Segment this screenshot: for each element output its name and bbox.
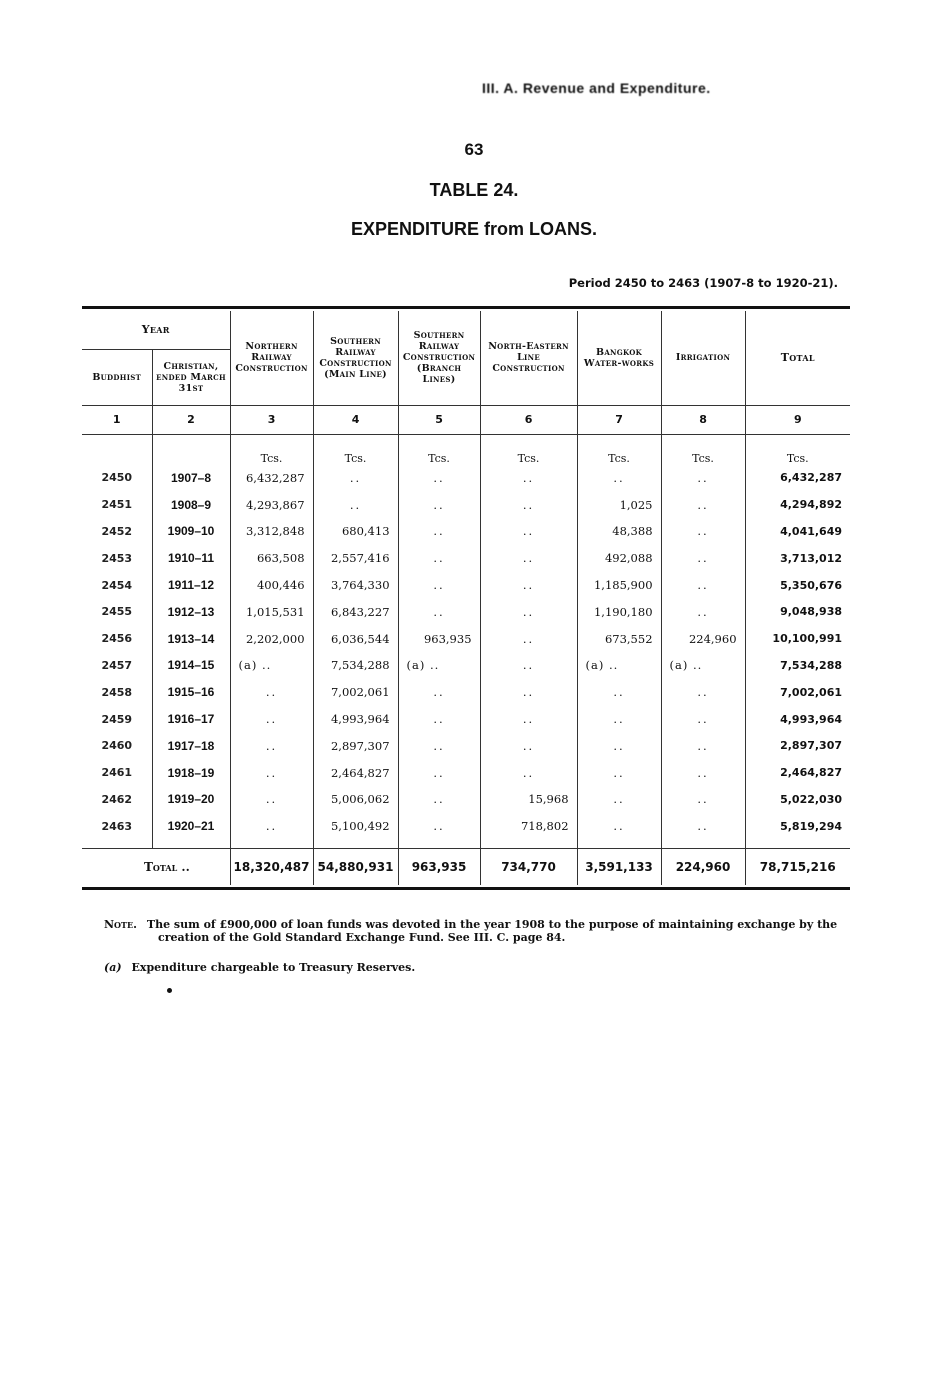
christian-year-cell: 1911–12 (152, 572, 230, 599)
north-eastern-cell: .. (480, 598, 577, 625)
header-southern-main: Southern Railway Construction (Main Line) (313, 311, 398, 405)
irrigation-cell: .. (661, 465, 745, 492)
southern-branch-cell: (a) .. (398, 652, 480, 679)
irrigation-cell: .. (661, 572, 745, 599)
total-cell: 3,713,012 (745, 545, 850, 572)
column-number: 3 (230, 405, 313, 434)
christian-year-cell: 1909–10 (152, 518, 230, 545)
waterworks-cell: 673,552 (577, 625, 661, 652)
waterworks-cell: .. (577, 465, 661, 492)
north-eastern-cell: .. (480, 491, 577, 518)
total-cell: 2,464,827 (745, 759, 850, 786)
christian-year-cell: 1918–19 (152, 759, 230, 786)
unit-row (82, 434, 850, 465)
southern-main-cell: 5,006,062 (313, 786, 398, 813)
buddhist-year-cell: 2461 (101, 766, 133, 780)
irrigation-cell: .. (661, 518, 745, 545)
waterworks-cell: .. (577, 732, 661, 759)
christian-year-cell: 1915–16 (152, 679, 230, 706)
christian-year-cell: 1908–9 (152, 491, 230, 518)
north-eastern-cell: .. (480, 679, 577, 706)
buddhist-year-cell: 2457 (101, 658, 133, 672)
waterworks-cell: 492,088 (577, 545, 661, 572)
southern-main-cell: .. (313, 491, 398, 518)
irrigation-cell: .. (661, 759, 745, 786)
northern-cell: 3,312,848 (230, 518, 313, 545)
header-waterworks: Bangkok Water-works (577, 311, 661, 405)
christian-year-cell: 1920–21 (152, 813, 230, 840)
southern-branch-cell: .. (398, 518, 480, 545)
note-label: Note. (104, 918, 137, 931)
table-row (82, 545, 850, 572)
total-cell: 4,041,649 (745, 518, 850, 545)
waterworks-cell: (a) .. (577, 652, 661, 679)
header-southern-branch: Southern Railway Construction (Branch Lines) (398, 311, 480, 405)
northern-cell: (a) .. (230, 652, 313, 679)
footnote-text: Expenditure chargeable to Treasury Reserves. (131, 961, 416, 974)
period-caption: Period 2450 to 2463 (1907-8 to 1920-21). (568, 276, 838, 290)
note (104, 918, 844, 944)
north-eastern-cell: 15,968 (480, 786, 577, 813)
unit-label: Tcs. (480, 434, 577, 465)
table-row (82, 813, 850, 840)
northern-cell: .. (230, 706, 313, 733)
buddhist-year-cell: 2454 (101, 578, 133, 592)
column-number-row (82, 405, 850, 434)
christian-year-cell: 1910–11 (152, 545, 230, 572)
irrigation-cell: .. (661, 679, 745, 706)
page-number: 63 (464, 140, 484, 159)
footnote (104, 961, 415, 974)
northern-cell: 663,508 (230, 545, 313, 572)
total-cell: 2,897,307 (745, 732, 850, 759)
waterworks-cell: 1,190,180 (577, 598, 661, 625)
waterworks-cell: 1,185,900 (577, 572, 661, 599)
total-cell: 4,993,964 (745, 706, 850, 733)
christian-year-cell: 1913–14 (152, 625, 230, 652)
header-year: Year (82, 311, 230, 349)
column-number: 7 (577, 405, 661, 434)
table-bottom-rule (82, 887, 850, 890)
running-head: III. A. Revenue and Expenditure. (482, 80, 711, 96)
total-cell: 7,534,288 (745, 652, 850, 679)
waterworks-cell: .. (577, 706, 661, 733)
southern-branch-cell: .. (398, 572, 480, 599)
north-eastern-cell: .. (480, 759, 577, 786)
total-cell: 6,432,287 (745, 465, 850, 492)
expenditure-table-wrap (82, 306, 850, 890)
southern-branch-cell: .. (398, 786, 480, 813)
christian-year-cell: 1912–13 (152, 598, 230, 625)
southern-main-cell: 4,993,964 (313, 706, 398, 733)
southern-main-cell: 680,413 (313, 518, 398, 545)
christian-year-cell: 1907–8 (152, 465, 230, 492)
column-number: 2 (152, 405, 230, 434)
north-eastern-cell: .. (480, 652, 577, 679)
southern-main-cell: 6,036,544 (313, 625, 398, 652)
northern-cell: 6,432,287 (230, 465, 313, 492)
column-number: 9 (745, 405, 850, 434)
header-total: Total (745, 311, 850, 405)
southern-branch-cell: 963,935 (398, 625, 480, 652)
table-top-rule (82, 306, 850, 309)
christian-year-cell: 1914–15 (152, 652, 230, 679)
waterworks-cell: 48,388 (577, 518, 661, 545)
table-title: EXPENDITURE from LOANS. (350, 219, 598, 239)
note-text: The sum of £900,000 of loan funds was devoted in the year 1908 to the purpose of maintaining exchange by the (146, 918, 838, 931)
southern-branch-cell: .. (398, 598, 480, 625)
column-number: 5 (398, 405, 480, 434)
northern-cell: .. (230, 786, 313, 813)
northern-cell: 1,015,531 (230, 598, 313, 625)
buddhist-year-cell: 2456 (101, 632, 133, 646)
north-eastern-cell: .. (480, 545, 577, 572)
northern-cell: 4,293,867 (230, 491, 313, 518)
unit-label: Tcs. (313, 434, 398, 465)
northern-cell: 2,202,000 (230, 625, 313, 652)
buddhist-year-cell: 2458 (101, 685, 133, 699)
irrigation-cell: (a) .. (661, 652, 745, 679)
north-eastern-cell: .. (480, 465, 577, 492)
print-speck (167, 988, 172, 993)
southern-main-cell: 2,464,827 (313, 759, 398, 786)
waterworks-cell: .. (577, 759, 661, 786)
southern-branch-cell: .. (398, 465, 480, 492)
buddhist-year-cell: 2453 (101, 551, 133, 565)
table-row (82, 732, 850, 759)
table-row (82, 491, 850, 518)
unit-label: Tcs. (577, 434, 661, 465)
north-eastern-cell: .. (480, 572, 577, 599)
table-row (82, 518, 850, 545)
southern-branch-cell: .. (398, 732, 480, 759)
unit-label: Tcs. (661, 434, 745, 465)
total-southern-branch: 963,935 (398, 848, 480, 885)
header-north-eastern: North-Eastern Line Construction (480, 311, 577, 405)
table-row (82, 598, 850, 625)
table-row (82, 652, 850, 679)
unit-label: Tcs. (398, 434, 480, 465)
total-irrigation: 224,960 (661, 848, 745, 885)
waterworks-cell: .. (577, 813, 661, 840)
table-row (82, 625, 850, 652)
totals-label: Total .. (82, 848, 230, 885)
column-number: 1 (82, 405, 152, 434)
northern-cell: .. (230, 732, 313, 759)
christian-year-cell: 1917–18 (152, 732, 230, 759)
buddhist-year-cell: 2463 (101, 819, 133, 833)
southern-branch-cell: .. (398, 706, 480, 733)
southern-main-cell: 6,843,227 (313, 598, 398, 625)
table-row (82, 759, 850, 786)
table-row (82, 706, 850, 733)
irrigation-cell: .. (661, 706, 745, 733)
header-irrigation: Irrigation (661, 311, 745, 405)
total-waterworks: 3,591,133 (577, 848, 661, 885)
irrigation-cell: .. (661, 786, 745, 813)
buddhist-year-cell: 2451 (101, 498, 133, 512)
total-cell: 5,819,294 (745, 813, 850, 840)
southern-main-cell: 3,764,330 (313, 572, 398, 599)
totals-row (82, 848, 850, 885)
irrigation-cell: .. (661, 598, 745, 625)
irrigation-cell: .. (661, 545, 745, 572)
northern-cell: .. (230, 813, 313, 840)
southern-main-cell: 7,002,061 (313, 679, 398, 706)
total-southern-main: 54,880,931 (313, 848, 398, 885)
northern-cell: .. (230, 759, 313, 786)
table-number: TABLE 24. (429, 180, 519, 200)
unit-label: Tcs. (745, 434, 850, 465)
southern-main-cell: 2,557,416 (313, 545, 398, 572)
table-row (82, 786, 850, 813)
southern-main-cell: 5,100,492 (313, 813, 398, 840)
total-cell: 5,350,676 (745, 572, 850, 599)
north-eastern-cell: 718,802 (480, 813, 577, 840)
total-north-eastern: 734,770 (480, 848, 577, 885)
total-cell: 7,002,061 (745, 679, 850, 706)
north-eastern-cell: .. (480, 706, 577, 733)
total-northern: 18,320,487 (230, 848, 313, 885)
note-text-continued: creation of the Gold Standard Exchange Fund. See III. C. page 84. (158, 931, 566, 944)
total-cell: 9,048,938 (745, 598, 850, 625)
southern-branch-cell: .. (398, 491, 480, 518)
unit-label: Tcs. (230, 434, 313, 465)
irrigation-cell: 224,960 (661, 625, 745, 652)
north-eastern-cell: .. (480, 625, 577, 652)
total-cell: 10,100,991 (745, 625, 850, 652)
northern-cell: .. (230, 679, 313, 706)
total-cell: 4,294,892 (745, 491, 850, 518)
buddhist-year-cell: 2459 (101, 712, 133, 726)
waterworks-cell: 1,025 (577, 491, 661, 518)
buddhist-year-cell: 2460 (101, 739, 133, 753)
irrigation-cell: .. (661, 732, 745, 759)
southern-branch-cell: .. (398, 813, 480, 840)
irrigation-cell: .. (661, 813, 745, 840)
southern-main-cell: 2,897,307 (313, 732, 398, 759)
header-christian: Christian, ended March 31st (152, 349, 230, 405)
north-eastern-cell: .. (480, 518, 577, 545)
table-row (82, 465, 850, 492)
column-number: 6 (480, 405, 577, 434)
buddhist-year-cell: 2462 (101, 792, 133, 806)
waterworks-cell: .. (577, 786, 661, 813)
christian-year-cell: 1919–20 (152, 786, 230, 813)
buddhist-year-cell: 2450 (101, 471, 133, 485)
footnote-label: (a) (104, 961, 122, 974)
buddhist-year-cell: 2452 (101, 524, 133, 538)
christian-year-cell: 1916–17 (152, 706, 230, 733)
table-row (82, 679, 850, 706)
irrigation-cell: .. (661, 491, 745, 518)
expenditure-table (82, 311, 850, 885)
total-grand: 78,715,216 (745, 848, 850, 885)
header-buddhist: Buddhist (82, 349, 152, 405)
buddhist-year-cell: 2455 (101, 605, 133, 619)
header-northern: Northern Railway Construction (230, 311, 313, 405)
waterworks-cell: .. (577, 679, 661, 706)
column-number: 8 (661, 405, 745, 434)
southern-main-cell: 7,534,288 (313, 652, 398, 679)
column-number: 4 (313, 405, 398, 434)
total-cell: 5,022,030 (745, 786, 850, 813)
southern-branch-cell: .. (398, 679, 480, 706)
southern-branch-cell: .. (398, 545, 480, 572)
northern-cell: 400,446 (230, 572, 313, 599)
north-eastern-cell: .. (480, 732, 577, 759)
southern-branch-cell: .. (398, 759, 480, 786)
table-row (82, 572, 850, 599)
southern-main-cell: .. (313, 465, 398, 492)
